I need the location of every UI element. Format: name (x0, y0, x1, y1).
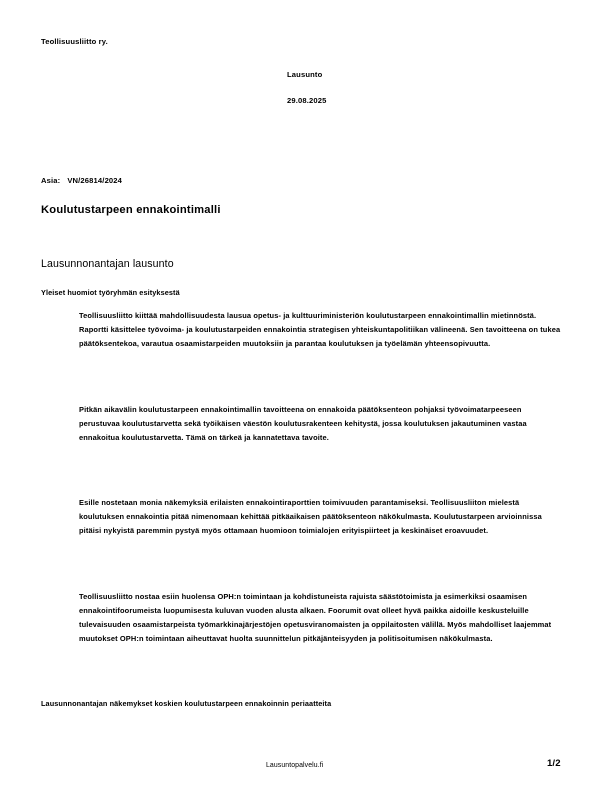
subheading-principles: Lausunnonantajan näkemykset koskien koulutustarpeen ennakoinnin periaatteita (41, 699, 332, 708)
section-heading-statement: Lausunnonantajan lausunto (41, 258, 174, 270)
footer-service-name: Lausuntopalvelu.fi (266, 762, 324, 769)
organization-name: Teollisuusliitto ry. (41, 37, 108, 46)
document-date: 29.08.2025 (287, 96, 327, 105)
subject-label: Asia: (41, 176, 61, 185)
subheading-general-remarks: Yleiset huomiot työryhmän esityksestä (41, 288, 180, 297)
paragraph: Teollisuusliitto nostaa esiin huolensa OPH:n toimintaan ja kohdistuneista rajuista säästötoimista ja esimerkiksi osaamisen ennakointifoorumeista luopumisesta kuluvan vuoden alusta alkaen. Foorumit ovat olleet hyvä paikka aidoille keskusteluille tulevaisuuden osaamistarpeista työmarkkinajärjestöjen opetusviranomaisten ja oppilaitosten välillä. Myös mahdolliset laajemmat muutokset OPH:n toimintaan aiheuttavat huolta suunnittelun pitkäjänteisyyden ja politisoitumisen näkökulmasta. (79, 592, 552, 644)
paragraph: Esille nostetaan monia näkemyksiä erilaisten ennakointiraporttien toimivuuden parantamiseksi. Teollisuusliiton mielestä koulutuksen ennakointia pitää nimenomaan kehittää pitkäaikaisen päätöksenteon näkökulmasta. Koulutustarpeen arvioinnissa pitäisi nykyistä paremmin pystyä myös ottamaan huomioon toimialojen erityispiirteet ja keskinäiset eroavuudet. (79, 498, 542, 536)
subject-reference: VN/26814/2024 (67, 176, 123, 185)
page-title: Koulutustarpeen ennakointimalli (41, 204, 221, 216)
subject-line (41, 176, 122, 185)
footer-page-number: 1/2 (547, 758, 561, 769)
paragraph: Teollisuusliitto kiittää mahdollisuudesta lausua opetus- ja kulttuuriministeriön koulutustarpeen ennakointimallin mietinnöstä. Raportti käsittelee työvoima- ja koulutustarpeiden ennakointia strategisen yhteiskuntapolitiikan välineenä. Sen tavoitteena on tukea päätöksentekoa, varautua osaamistarpeiden muutoksiin ja parantaa koulutuksen ja työelämän yhteensopivuutta. (79, 311, 561, 349)
paragraph: Pitkän aikavälin koulutustarpeen ennakointimallin tavoitteena on ennakoida päätöksenteon pohjaksi työvoimatarpeeseen perustuvaa koulutustarvetta sekä työikäisen väestön koulutusrakenteen kehitystä, jossa koulutuksen jakautuminen vastaa ennakoitua koulutustarvetta. Tämä on tärkeä ja kannatettava tavoite. (79, 405, 527, 443)
document-kind: Lausunto (287, 70, 323, 79)
